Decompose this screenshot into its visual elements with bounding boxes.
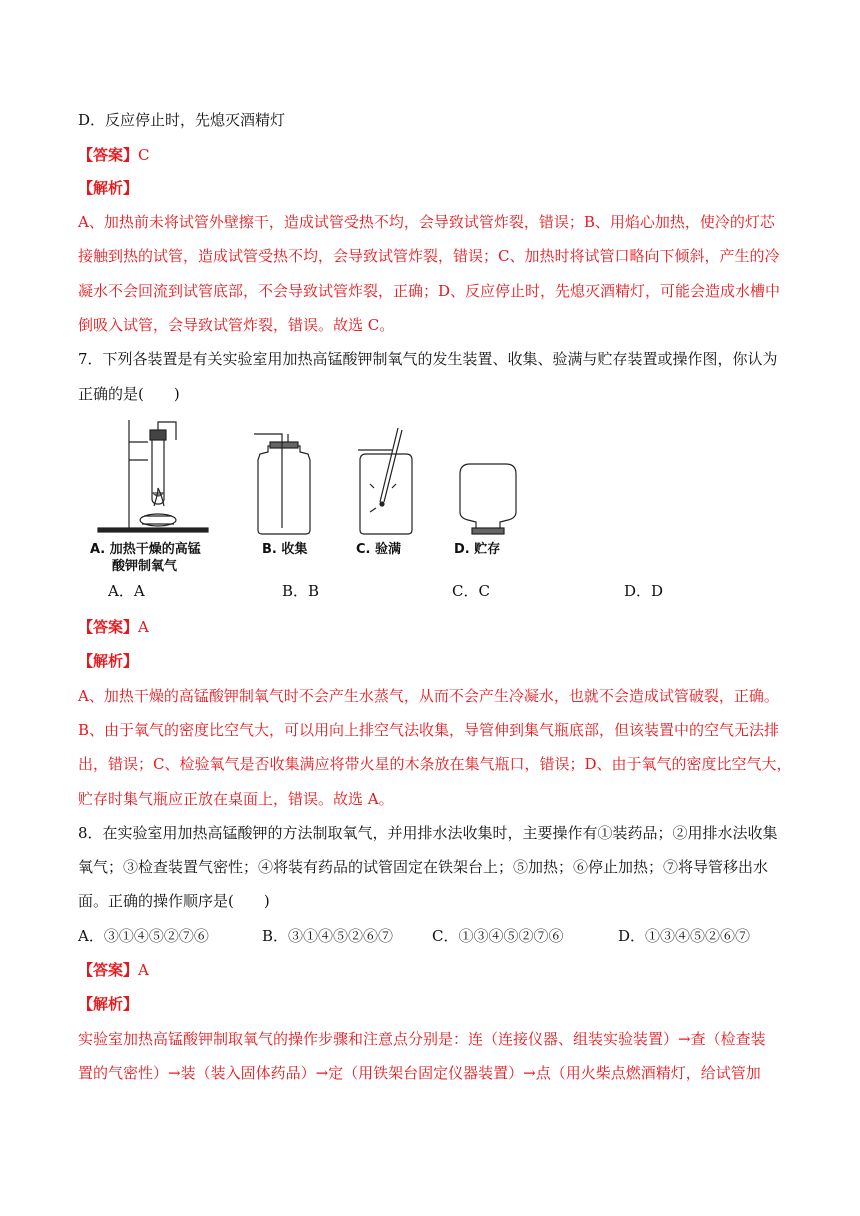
apparatus-b-collect	[254, 434, 310, 534]
caption-a-line2: 酸钾制氧气	[112, 559, 178, 574]
q6-analysis-line: 接触到热的试管，造成试管受热不均，会导致试管炸裂，错误；C、加热时将试管口略向下倾斜，产生的冷	[78, 247, 780, 265]
q7-option-b: B．B	[282, 582, 320, 600]
answer-label: 【答案】	[78, 618, 139, 636]
q8-stem-line: 面。正确的操作顺序是( )	[78, 892, 270, 910]
q6-analysis-label: 【解析】	[78, 179, 139, 197]
q8-option-b: B．③①④⑤②⑥⑦	[262, 927, 394, 945]
q7-analysis-line: A、加热干燥的高锰酸钾制氧气时不会产生水蒸气，从而不会产生冷凝水，也就不会造成试管破裂，正确。	[78, 687, 779, 705]
q6-option-d: D．反应停止时，先熄灭酒精灯	[78, 111, 286, 129]
q6-analysis-line: A、加热前未将试管外壁擦干，造成试管受热不均，会导致试管炸裂，错误；B、用焰心加热，使冷的灯芯	[78, 213, 775, 231]
q8-option-d: D．①③④⑤②⑥⑦	[618, 927, 751, 945]
caption-b: B. 收集	[262, 542, 308, 557]
q8-analysis-label: 【解析】	[78, 995, 139, 1013]
q7-analysis-line: 出，错误；C、检验氧气是否收集满应将带火星的木条放在集气瓶口，错误；D、由于氧气的密度比空气大，	[78, 755, 792, 773]
q7-option-d: D．D	[624, 582, 664, 600]
q7-analysis-line: 贮存时集气瓶应正放在桌面上，错误。故选 A。	[78, 790, 394, 808]
q8-answer	[78, 959, 790, 981]
answer-value: A	[138, 618, 149, 636]
q7-option-a: A．A	[108, 582, 145, 600]
q8-option-c: C．①③④⑤②⑦⑥	[432, 927, 564, 945]
answer-label: 【答案】	[78, 146, 139, 164]
q8-stem-line: 氧气；③检查装置气密性；④将装有药品的试管固定在铁架台上；⑤加热；⑥停止加热；⑦将导管移出水	[78, 858, 769, 876]
apparatus-c-check	[358, 428, 412, 534]
q8-analysis-line: 实验室加热高锰酸钾制取氧气的操作步骤和注意点分别是：连（连接仪器、组装实验装置）→查（检查装	[78, 1030, 766, 1048]
caption-c: C. 验满	[356, 542, 402, 557]
q6-analysis-line: 倒吸入试管，会导致试管炸裂，错误。故选 C。	[78, 316, 395, 334]
apparatus-a-heating	[98, 420, 208, 532]
q7-stem-line: 7．下列各装置是有关实验室用加热高锰酸钾制氧气的发生装置、收集、验满与贮存装置或操作图，你认为	[78, 350, 778, 368]
q7-answer	[78, 616, 790, 638]
q8-analysis-line: 置的气密性）→装（装入固体药品）→定（用铁架台固定仪器装置）→点（用火柴点燃酒精灯，给试管加	[78, 1064, 761, 1082]
q8-option-a: A．③①④⑤②⑦⑥	[78, 927, 209, 945]
q7-analysis-line: B、由于氧气的密度比空气大，可以用向上排空气法收集，导管伸到集气瓶底部，但该装置中的空气无法排	[78, 721, 780, 739]
q7-option-c: C．C	[452, 582, 490, 600]
answer-label: 【答案】	[78, 961, 139, 979]
q7-stem-line: 正确的是( )	[78, 385, 180, 403]
q7-apparatus-figure	[84, 420, 524, 575]
caption-d: D. 贮存	[454, 542, 501, 557]
answer-value: C	[138, 146, 150, 164]
q8-stem-line: 8．在实验室用加热高锰酸钾的方法制取氧气，并用排水法收集时，主要操作有①装药品；②用排水法收集	[78, 824, 778, 842]
answer-value: A	[138, 961, 149, 979]
apparatus-d-store	[460, 464, 516, 534]
q6-analysis-line: 凝水不会回流到试管底部，不会导致试管炸裂，正确；D、反应停止时，先熄灭酒精灯，可能会造成水槽中	[78, 282, 781, 300]
q7-analysis-label: 【解析】	[78, 652, 139, 670]
caption-a-line1: A. 加热干燥的高锰	[90, 542, 201, 557]
q6-answer	[78, 144, 790, 166]
